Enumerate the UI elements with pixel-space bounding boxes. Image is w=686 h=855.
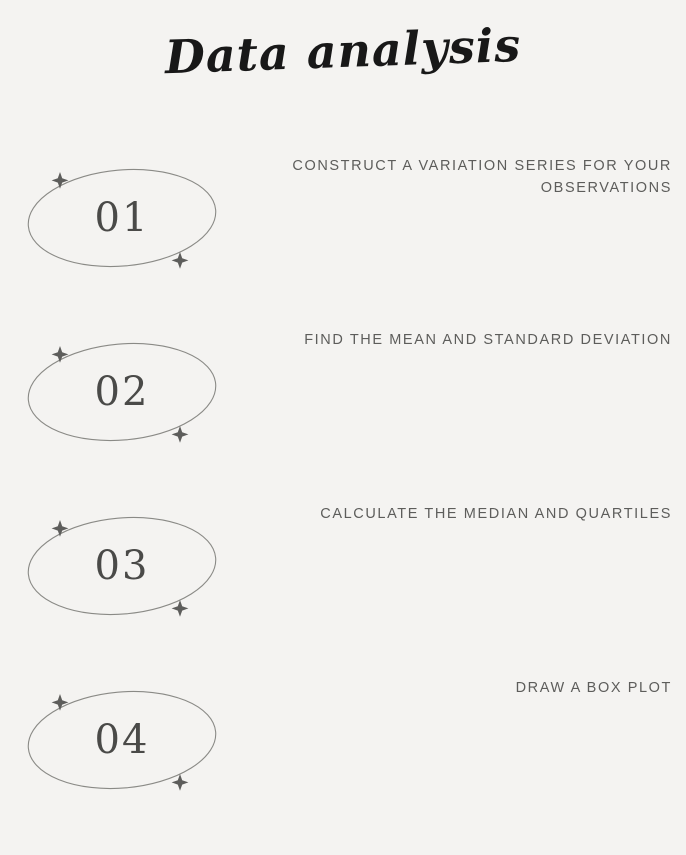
step-badge-03 [24, 506, 220, 626]
step-number: 04 [94, 717, 150, 763]
step-text: DRAW A BOX PLOT [515, 680, 672, 696]
step-text: FIND THE MEAN AND STANDARD DEVIATION [304, 332, 672, 348]
step-number: 03 [94, 543, 150, 589]
step-badge-04 [24, 680, 220, 800]
step-text: CALCULATE THE MEDIAN AND QUARTILES [320, 506, 672, 522]
step-badge-01 [24, 158, 220, 278]
list-item [0, 314, 686, 488]
step-badge-02 [24, 332, 220, 452]
page-title: Data analysis [164, 17, 522, 85]
list-item [0, 140, 686, 314]
step-number: 02 [94, 369, 150, 415]
steps-list [0, 140, 686, 836]
list-item [0, 662, 686, 836]
list-item [0, 488, 686, 662]
step-number: 01 [94, 195, 150, 241]
step-text: CONSTRUCT A VARIATION SERIES FOR YOUR OBSERVATIONS [292, 158, 672, 196]
